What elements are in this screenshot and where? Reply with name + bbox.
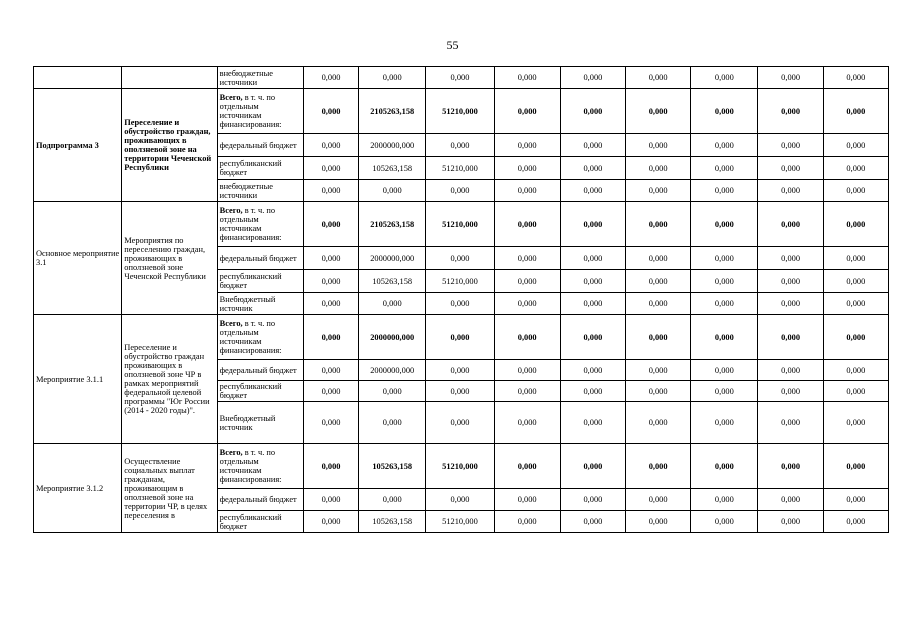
value-cell: 0,000 <box>494 315 560 360</box>
value-cell: 0,000 <box>823 293 888 315</box>
value-cell: 0,000 <box>691 67 758 89</box>
funding-source-label: в т. ч. по отдельным источникам финансирования: <box>219 206 282 242</box>
value-cell: 0,000 <box>560 67 625 89</box>
funding-source-label: в т. ч. по отдельным источникам финансирования: <box>219 319 282 355</box>
program-cell <box>34 67 122 89</box>
funding-source-label: федеральный бюджет <box>219 365 297 375</box>
value-cell: 0,000 <box>560 489 625 511</box>
value-cell: 0,000 <box>494 360 560 381</box>
funding-source-label: республиканский бюджет <box>219 382 282 400</box>
funding-source-cell <box>217 89 303 134</box>
value-cell: 0,000 <box>758 202 823 247</box>
value-cell: 0,000 <box>494 157 560 180</box>
value-cell: 0,000 <box>426 134 494 157</box>
funding-source-cell <box>217 402 303 444</box>
value-cell: 0,000 <box>426 67 494 89</box>
value-cell: 0,000 <box>691 134 758 157</box>
value-cell: 105263,158 <box>359 157 426 180</box>
value-cell: 0,000 <box>758 381 823 402</box>
value-cell: 0,000 <box>303 293 358 315</box>
value-cell: 0,000 <box>758 89 823 134</box>
value-cell: 0,000 <box>303 444 358 489</box>
value-cell: 0,000 <box>626 511 691 533</box>
value-cell: 0,000 <box>560 444 625 489</box>
program-cell: Мероприятие 3.1.2 <box>34 444 122 533</box>
funding-source-cell <box>217 202 303 247</box>
value-cell: 0,000 <box>303 180 358 202</box>
value-cell: 0,000 <box>758 402 823 444</box>
value-cell: 0,000 <box>691 270 758 293</box>
program-cell: Подпрограмма 3 <box>34 89 122 202</box>
value-cell: 0,000 <box>823 89 888 134</box>
value-cell: 0,000 <box>426 293 494 315</box>
value-cell: 0,000 <box>560 315 625 360</box>
value-cell: 2000000,000 <box>359 360 426 381</box>
value-cell: 0,000 <box>758 157 823 180</box>
measure-name-cell: Мероприятия по переселению граждан, проживающих в оползневой зоне Чеченской Республики <box>122 202 217 315</box>
value-cell: 0,000 <box>494 180 560 202</box>
value-cell: 0,000 <box>691 315 758 360</box>
value-cell: 0,000 <box>626 247 691 270</box>
value-cell: 105263,158 <box>359 444 426 489</box>
value-cell: 105263,158 <box>359 511 426 533</box>
value-cell: 2000000,000 <box>359 134 426 157</box>
value-cell: 51210,000 <box>426 157 494 180</box>
value-cell: 0,000 <box>560 360 625 381</box>
funding-source-label: Внебюджетный источник <box>219 294 276 313</box>
funding-source-label: федеральный бюджет <box>219 495 297 504</box>
value-cell: 0,000 <box>560 134 625 157</box>
funding-source-label: республиканский бюджет <box>219 159 282 177</box>
value-cell: 0,000 <box>823 180 888 202</box>
value-cell: 0,000 <box>359 180 426 202</box>
value-cell: 0,000 <box>626 293 691 315</box>
value-cell: 0,000 <box>494 511 560 533</box>
value-cell: 0,000 <box>494 134 560 157</box>
value-cell: 0,000 <box>494 247 560 270</box>
funding-source-cell <box>217 360 303 381</box>
value-cell: 0,000 <box>560 89 625 134</box>
value-cell: 0,000 <box>823 315 888 360</box>
value-cell: 0,000 <box>303 270 358 293</box>
value-cell: 0,000 <box>758 489 823 511</box>
value-cell: 0,000 <box>823 67 888 89</box>
funding-source-label: республиканский бюджет <box>219 512 282 531</box>
value-cell: 51210,000 <box>426 202 494 247</box>
value-cell: 0,000 <box>691 89 758 134</box>
value-cell: 0,000 <box>626 444 691 489</box>
value-cell: 0,000 <box>823 511 888 533</box>
funding-source-label: Внебюджетный источник <box>219 413 276 432</box>
value-cell: 0,000 <box>494 89 560 134</box>
funding-source-total-label: Всего, <box>219 319 243 328</box>
value-cell: 2000000,000 <box>359 315 426 360</box>
value-cell: 0,000 <box>626 157 691 180</box>
value-cell: 0,000 <box>560 270 625 293</box>
value-cell: 0,000 <box>823 134 888 157</box>
value-cell: 51210,000 <box>426 89 494 134</box>
value-cell: 0,000 <box>494 293 560 315</box>
funding-source-label: внебюджетные источники <box>219 68 274 87</box>
value-cell: 0,000 <box>494 270 560 293</box>
value-cell: 0,000 <box>758 511 823 533</box>
value-cell: 0,000 <box>359 293 426 315</box>
table-body <box>34 67 889 533</box>
value-cell: 0,000 <box>359 489 426 511</box>
value-cell: 0,000 <box>758 315 823 360</box>
program-cell: Основное мероприятие 3.1 <box>34 202 122 315</box>
value-cell: 0,000 <box>626 202 691 247</box>
funding-source-cell <box>217 157 303 180</box>
value-cell: 0,000 <box>758 360 823 381</box>
funding-source-cell <box>217 489 303 511</box>
value-cell: 0,000 <box>823 270 888 293</box>
value-cell: 0,000 <box>758 270 823 293</box>
value-cell: 2000000,000 <box>359 247 426 270</box>
value-cell: 0,000 <box>560 247 625 270</box>
value-cell: 0,000 <box>823 360 888 381</box>
value-cell: 0,000 <box>426 315 494 360</box>
value-cell: 0,000 <box>691 444 758 489</box>
value-cell: 0,000 <box>626 134 691 157</box>
program-cell: Мероприятие 3.1.1 <box>34 315 122 444</box>
funding-source-label: в т. ч. по отдельным источникам финансирования: <box>219 93 282 129</box>
value-cell: 0,000 <box>494 444 560 489</box>
value-cell: 0,000 <box>691 202 758 247</box>
value-cell: 0,000 <box>303 89 358 134</box>
value-cell: 0,000 <box>823 444 888 489</box>
value-cell: 0,000 <box>426 489 494 511</box>
value-cell: 2105263,158 <box>359 89 426 134</box>
value-cell: 0,000 <box>303 247 358 270</box>
value-cell: 0,000 <box>359 402 426 444</box>
value-cell: 0,000 <box>494 381 560 402</box>
value-cell: 105263,158 <box>359 270 426 293</box>
value-cell: 0,000 <box>303 489 358 511</box>
value-cell: 0,000 <box>626 402 691 444</box>
value-cell: 0,000 <box>560 293 625 315</box>
value-cell: 0,000 <box>626 270 691 293</box>
value-cell: 0,000 <box>758 247 823 270</box>
value-cell: 51210,000 <box>426 444 494 489</box>
value-cell: 0,000 <box>691 511 758 533</box>
value-cell: 0,000 <box>560 381 625 402</box>
value-cell: 0,000 <box>560 157 625 180</box>
value-cell: 0,000 <box>426 381 494 402</box>
value-cell: 0,000 <box>303 360 358 381</box>
value-cell: 0,000 <box>691 157 758 180</box>
value-cell: 51210,000 <box>426 511 494 533</box>
value-cell: 0,000 <box>758 293 823 315</box>
funding-source-label: федеральный бюджет <box>219 140 297 150</box>
value-cell: 0,000 <box>359 67 426 89</box>
value-cell: 0,000 <box>494 67 560 89</box>
value-cell: 0,000 <box>691 180 758 202</box>
funding-source-cell <box>217 444 303 489</box>
funding-source-cell <box>217 381 303 402</box>
value-cell: 0,000 <box>426 360 494 381</box>
value-cell: 0,000 <box>823 402 888 444</box>
funding-source-label: республиканский бюджет <box>219 272 282 290</box>
table-row <box>34 67 889 89</box>
value-cell: 0,000 <box>691 489 758 511</box>
table-row <box>34 89 889 134</box>
funding-source-label: федеральный бюджет <box>219 253 297 263</box>
value-cell: 0,000 <box>303 315 358 360</box>
funding-source-cell <box>217 270 303 293</box>
value-cell: 0,000 <box>560 511 625 533</box>
funding-source-cell <box>217 315 303 360</box>
funding-source-label: внебюджетные источники <box>219 181 274 200</box>
value-cell: 51210,000 <box>426 270 494 293</box>
funding-source-total-label: Всего, <box>219 206 243 215</box>
value-cell: 0,000 <box>823 157 888 180</box>
value-cell: 0,000 <box>426 180 494 202</box>
funding-source-cell <box>217 247 303 270</box>
value-cell: 0,000 <box>626 381 691 402</box>
value-cell: 0,000 <box>303 402 358 444</box>
value-cell: 0,000 <box>494 489 560 511</box>
value-cell: 0,000 <box>303 381 358 402</box>
value-cell: 0,000 <box>626 180 691 202</box>
funding-source-cell <box>217 67 303 89</box>
value-cell: 0,000 <box>626 89 691 134</box>
measure-name-cell: Переселение и обустройство граждан проживающих в оползневой зоне ЧР в рамках мероприятий федеральной целевой программы "Юг России (2014 - 2020 годы)". <box>122 315 217 444</box>
value-cell: 0,000 <box>691 402 758 444</box>
value-cell: 0,000 <box>691 293 758 315</box>
value-cell: 0,000 <box>758 444 823 489</box>
value-cell: 0,000 <box>303 157 358 180</box>
value-cell: 0,000 <box>560 180 625 202</box>
measure-name-cell <box>122 67 217 89</box>
funding-source-total-label: Всего, <box>219 448 243 457</box>
table-row <box>34 444 889 489</box>
value-cell: 0,000 <box>691 247 758 270</box>
funding-source-cell <box>217 180 303 202</box>
table-row <box>34 315 889 360</box>
value-cell: 0,000 <box>494 202 560 247</box>
value-cell: 0,000 <box>626 360 691 381</box>
funding-source-total-label: Всего, <box>219 93 243 102</box>
value-cell: 0,000 <box>359 381 426 402</box>
value-cell: 0,000 <box>426 402 494 444</box>
value-cell: 0,000 <box>426 247 494 270</box>
value-cell: 0,000 <box>626 67 691 89</box>
table-row <box>34 202 889 247</box>
value-cell: 0,000 <box>626 315 691 360</box>
value-cell: 0,000 <box>303 134 358 157</box>
value-cell: 0,000 <box>823 489 888 511</box>
funding-source-cell <box>217 134 303 157</box>
measure-name-cell: Переселение и обустройство граждан, проживающих в оползневой зоне на территории Чеченской Республики <box>122 89 217 202</box>
value-cell: 0,000 <box>560 202 625 247</box>
value-cell: 0,000 <box>758 134 823 157</box>
funding-source-cell <box>217 511 303 533</box>
value-cell: 0,000 <box>758 67 823 89</box>
value-cell: 0,000 <box>691 360 758 381</box>
value-cell: 0,000 <box>823 202 888 247</box>
value-cell: 2105263,158 <box>359 202 426 247</box>
value-cell: 0,000 <box>626 489 691 511</box>
funding-source-cell <box>217 293 303 315</box>
page-number: 55 <box>446 38 459 52</box>
value-cell: 0,000 <box>691 381 758 402</box>
value-cell: 0,000 <box>560 402 625 444</box>
value-cell: 0,000 <box>303 202 358 247</box>
measure-name-cell: Осуществление социальных выплат гражданам, проживающим в оползневой зоне на территории ЧР, в целях переселения в <box>122 444 217 533</box>
value-cell: 0,000 <box>823 381 888 402</box>
value-cell: 0,000 <box>758 180 823 202</box>
budget-table <box>33 66 889 533</box>
value-cell: 0,000 <box>823 247 888 270</box>
value-cell: 0,000 <box>303 511 358 533</box>
value-cell: 0,000 <box>303 67 358 89</box>
value-cell: 0,000 <box>494 402 560 444</box>
funding-source-label: в т. ч. по отдельным источникам финансирования: <box>219 448 282 484</box>
